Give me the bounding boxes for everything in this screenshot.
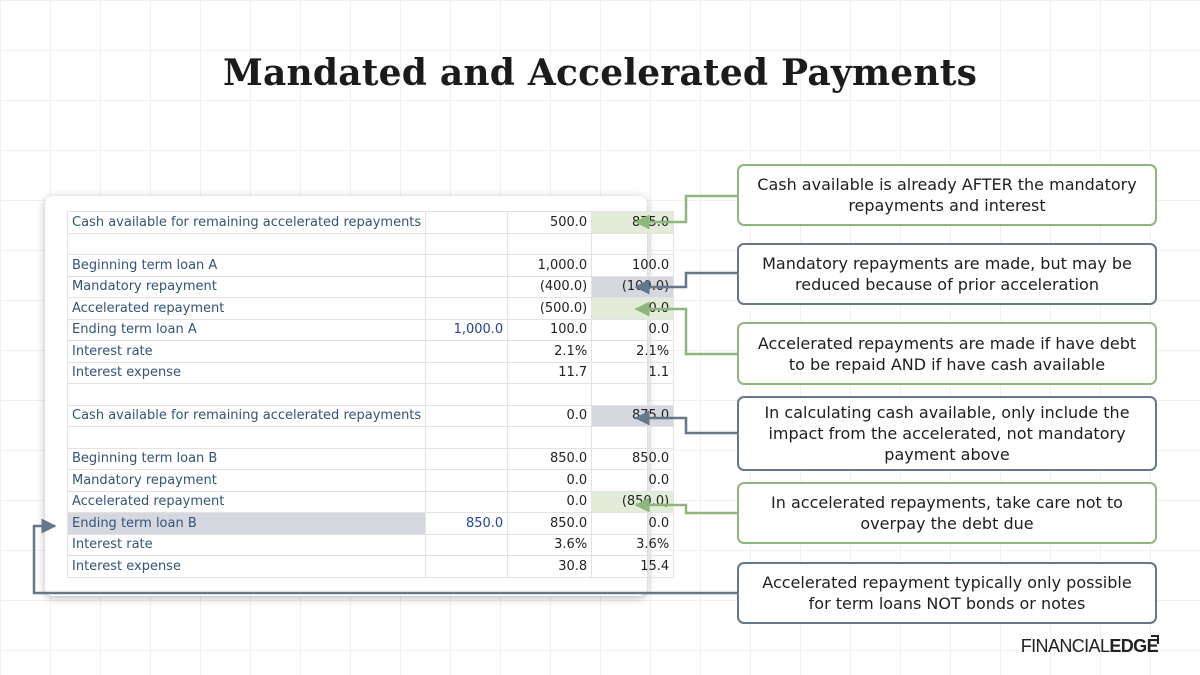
cell-d: 30.8	[508, 556, 592, 578]
cell-e: (850.0)	[592, 491, 674, 513]
cell-d: 11.7	[508, 362, 592, 384]
row-label: Interest expense	[68, 362, 426, 384]
row-label: Accelerated repayment	[68, 491, 426, 513]
callout-cash-calculation: In calculating cash available, only include the impact from the accelerated, not mandatory payment above	[737, 396, 1157, 471]
cell-e: 0.0	[592, 513, 674, 535]
cell-e: 0.0	[592, 470, 674, 492]
row-label: Ending term loan A	[68, 319, 426, 341]
cell-e: 0.0	[592, 298, 674, 320]
row-label: Beginning term loan A	[68, 255, 426, 277]
callout-overpay-warning: In accelerated repayments, take care not to overpay the debt due	[737, 482, 1157, 544]
row-label: Accelerated repayment	[68, 298, 426, 320]
cell-e: 3.6%	[592, 534, 674, 556]
cell-e: 875.0	[592, 212, 674, 234]
cell-d: (500.0)	[508, 298, 592, 320]
callout-accelerated-conditions: Accelerated repayments are made if have debt to be repaid AND if have cash available	[737, 322, 1157, 385]
callout-term-loans-only: Accelerated repayment typically only possible for term loans NOT bonds or notes	[737, 562, 1157, 624]
cell-d: 0.0	[508, 491, 592, 513]
cell-d: 2.1%	[508, 341, 592, 363]
cell-d: 3.6%	[508, 534, 592, 556]
cell-d: 500.0	[508, 212, 592, 234]
cell-e: 100.0	[592, 255, 674, 277]
cell-d: 850.0	[508, 448, 592, 470]
row-label: Cash available for remaining accelerated repayments	[68, 212, 426, 234]
logo-corner-icon	[1150, 634, 1160, 646]
row-label: Mandatory repayment	[68, 470, 426, 492]
row-label: Cash available for remaining accelerated repayments	[68, 405, 426, 427]
row-label: Mandatory repayment	[68, 276, 426, 298]
logo-word-financial: FINANCIAL	[1020, 636, 1110, 656]
row-label: Interest expense	[68, 556, 426, 578]
connector-4	[636, 418, 737, 433]
callout-cash-after-mandatory: Cash available is already AFTER the mandatory repayments and interest	[737, 164, 1157, 226]
cell-c: 850.0	[426, 513, 508, 535]
cell-d: 850.0	[508, 513, 592, 535]
financial-edge-logo	[1021, 636, 1158, 657]
cell-d: 1,000.0	[508, 255, 592, 277]
cell-d: 0.0	[508, 405, 592, 427]
cell-e: 850.0	[592, 448, 674, 470]
cell-d: (400.0)	[508, 276, 592, 298]
row-label: Ending term loan B	[68, 513, 426, 535]
connector-2	[636, 273, 737, 287]
row-label: Beginning term loan B	[68, 448, 426, 470]
cell-d: 100.0	[508, 319, 592, 341]
cell-e: (100.0)	[592, 276, 674, 298]
connector-5	[636, 505, 737, 513]
cell-e: 1.1	[592, 362, 674, 384]
row-label: Interest rate	[68, 341, 426, 363]
cell-d: 0.0	[508, 470, 592, 492]
callout-mandatory-reduced: Mandatory repayments are made, but may be reduced because of prior acceleration	[737, 243, 1157, 305]
connector-3	[636, 309, 737, 354]
row-label: Interest rate	[68, 534, 426, 556]
logo-word-edge: EDGE	[1109, 636, 1158, 656]
cell-c: 1,000.0	[426, 319, 508, 341]
page-title: Mandated and Accelerated Payments	[222, 52, 978, 94]
cell-e: 2.1%	[592, 341, 674, 363]
cell-e: 0.0	[592, 319, 674, 341]
cell-e: 15.4	[592, 556, 674, 578]
cell-e: 875.0	[592, 405, 674, 427]
connector-1	[636, 196, 737, 222]
connector-6	[34, 526, 737, 593]
